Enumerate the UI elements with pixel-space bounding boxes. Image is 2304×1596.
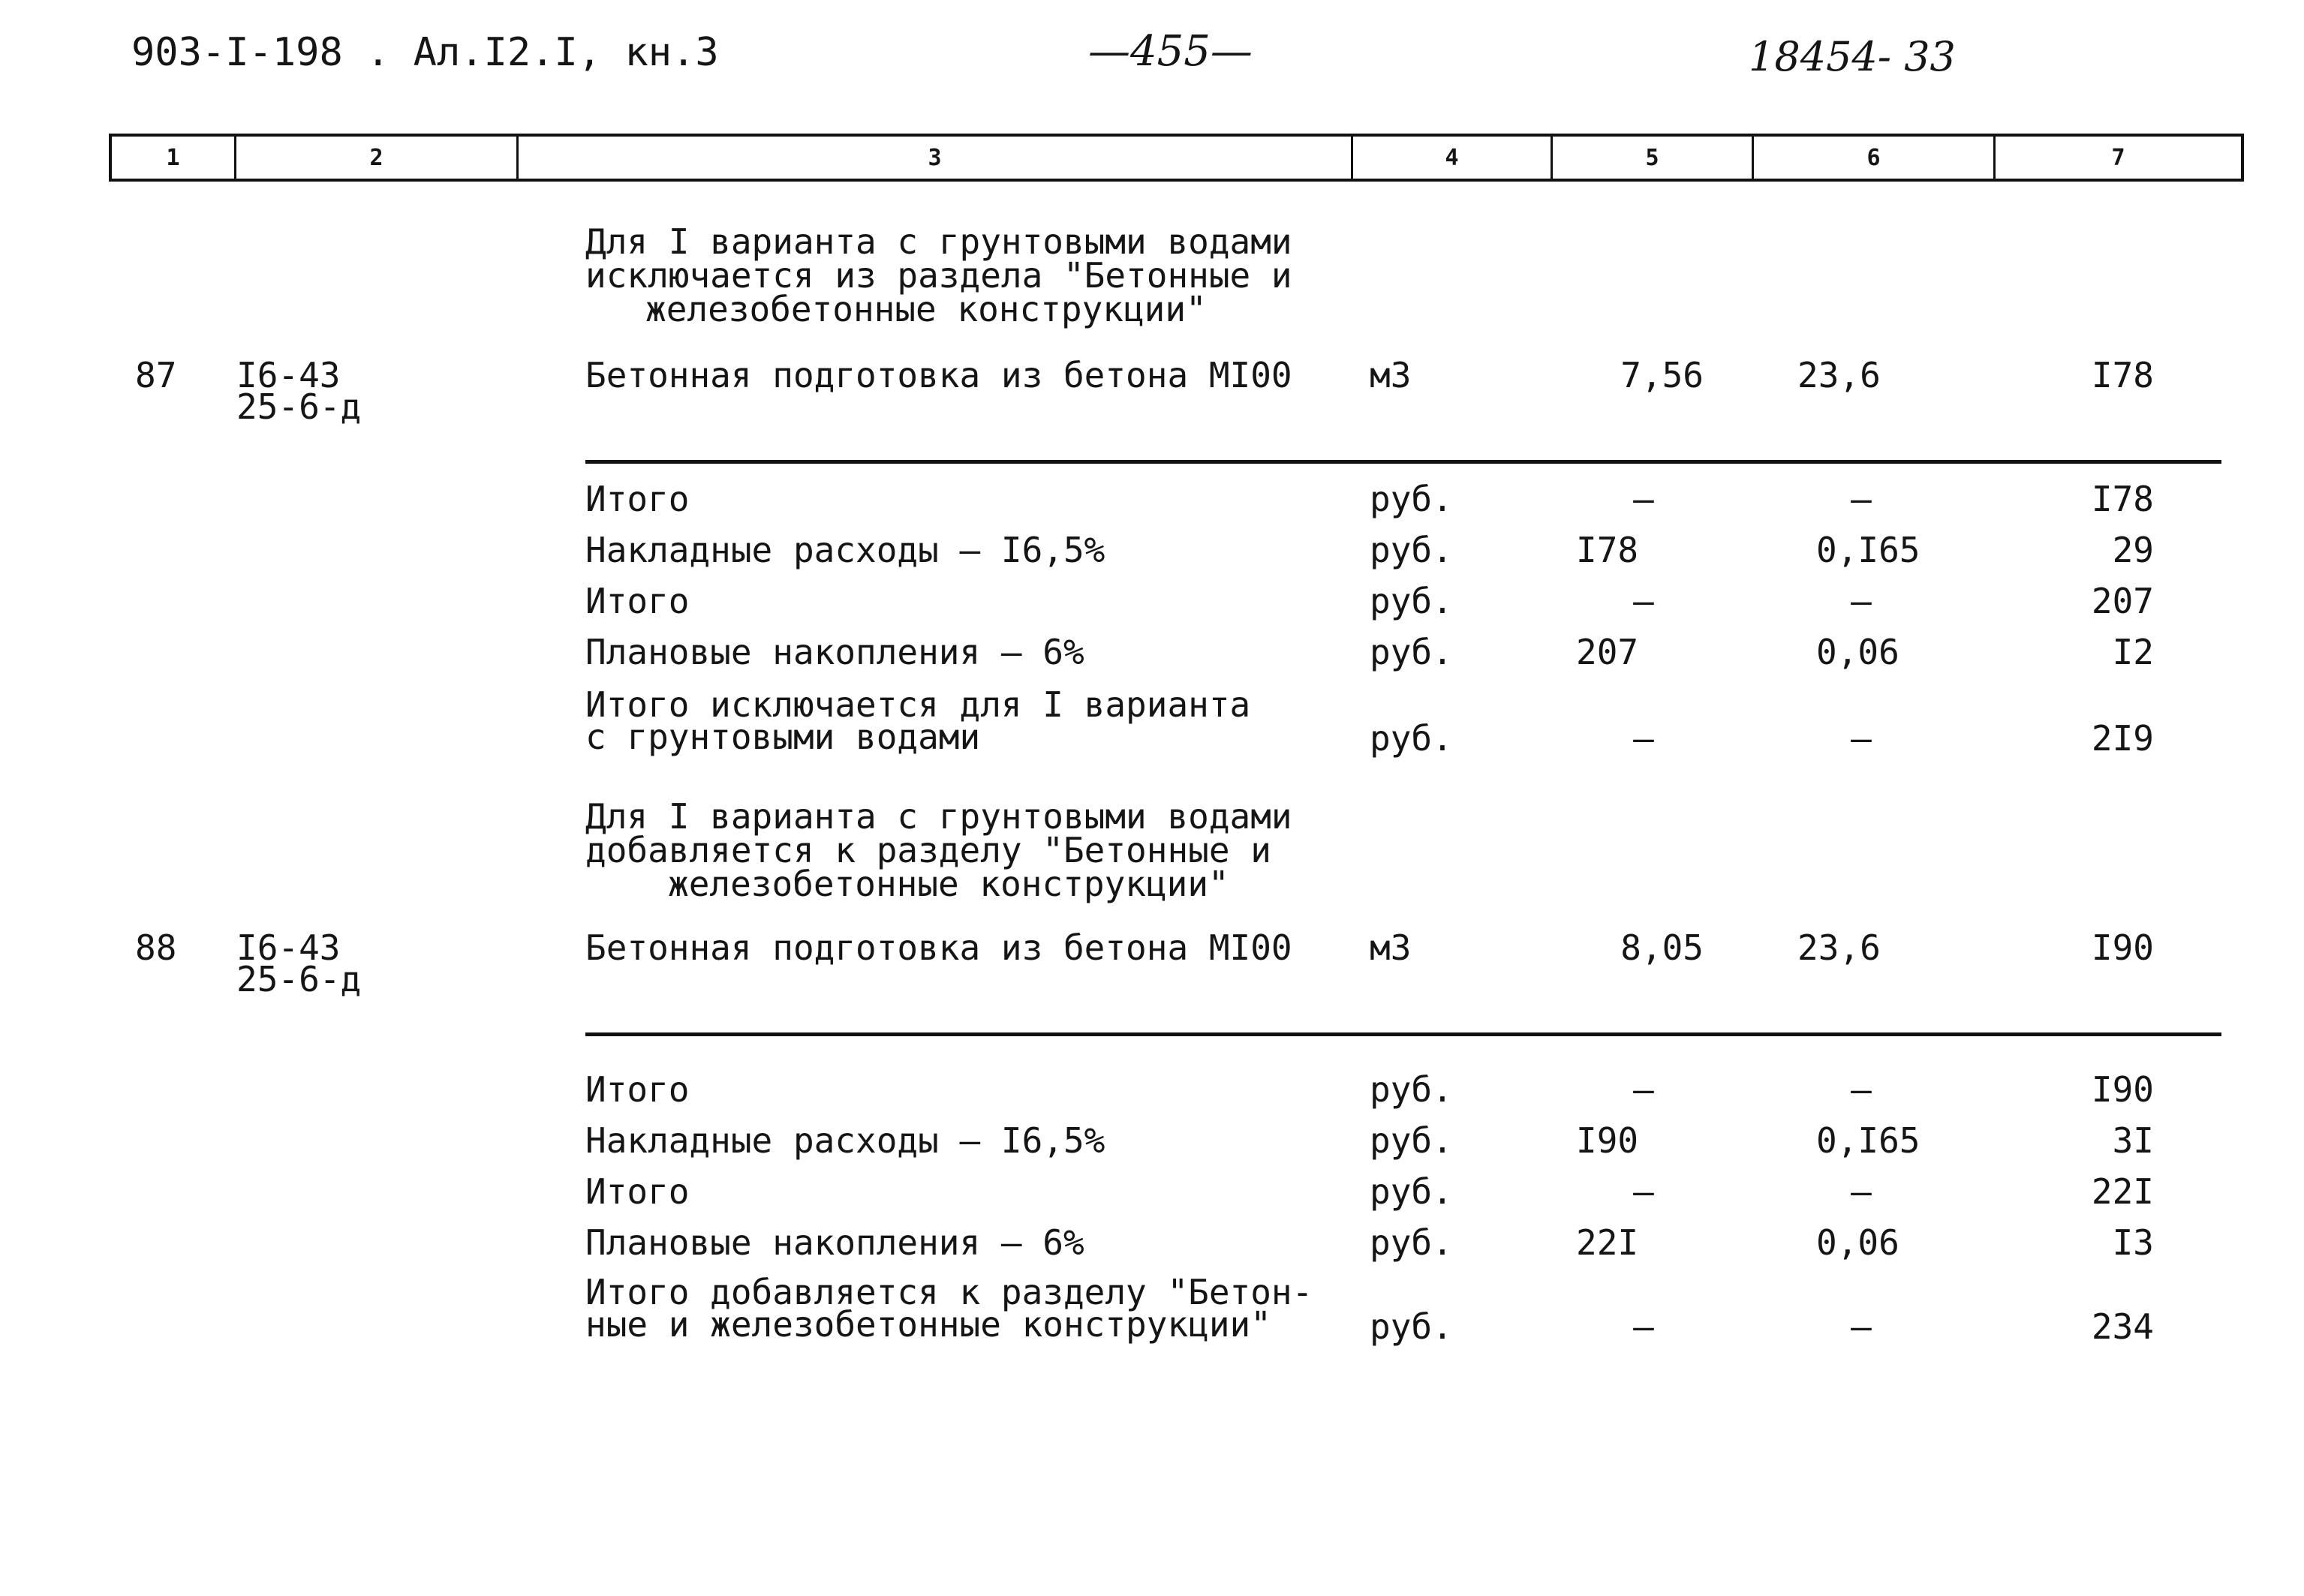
row-label: Накладные расходы – I6,5% bbox=[585, 530, 1105, 570]
unit: руб. bbox=[1370, 1069, 1453, 1110]
section-title-line: добавляется к разделу "Бетонные и bbox=[585, 830, 1271, 870]
value-col6: 0,06 bbox=[1816, 1222, 1899, 1263]
item-name: Бетонная подготовка из бетона МI00 bbox=[585, 927, 1292, 968]
value-col5: 22I bbox=[1576, 1222, 1639, 1263]
unit: руб. bbox=[1370, 479, 1453, 519]
unit: руб. bbox=[1370, 581, 1453, 621]
row-label: Итого bbox=[585, 581, 690, 621]
value-col7: I90 bbox=[2091, 1069, 2154, 1110]
value-col7: I3 bbox=[2112, 1222, 2154, 1263]
unit: руб. bbox=[1370, 1120, 1453, 1161]
value-col7: 2I9 bbox=[2091, 718, 2154, 759]
value-col6: – bbox=[1851, 718, 1872, 759]
value-col6: 0,I65 bbox=[1816, 1120, 1921, 1161]
rate-code: I6-43 bbox=[236, 355, 341, 395]
rate-code: 25-6-д bbox=[236, 959, 362, 999]
item-number: 87 bbox=[135, 355, 177, 395]
unit: руб. bbox=[1370, 718, 1453, 759]
item-number: 88 bbox=[135, 927, 177, 968]
column-number: 1 bbox=[112, 137, 236, 179]
value-col6: – bbox=[1851, 1306, 1872, 1347]
column-number: 7 bbox=[2111, 144, 2125, 171]
row-label: с грунтовыми водами bbox=[585, 717, 981, 757]
value-col5: – bbox=[1633, 581, 1654, 621]
value-col7: 207 bbox=[2091, 581, 2154, 621]
inventory-number: 18454- 33 bbox=[1749, 33, 1956, 80]
section-title-line: Для I варианта с грунтовыми водами bbox=[585, 796, 1292, 837]
row-label: ные и железобетонные конструкции" bbox=[585, 1304, 1271, 1345]
unit: руб. bbox=[1370, 530, 1453, 570]
value-col7: 234 bbox=[2091, 1306, 2154, 1347]
column-number: 6 bbox=[1754, 137, 1996, 179]
unit: м3 bbox=[1370, 355, 1412, 395]
value-col5: – bbox=[1633, 1069, 1654, 1110]
row-label: Итого исключается для I варианта bbox=[585, 684, 1251, 725]
value-col6: – bbox=[1851, 479, 1872, 519]
row-label: Итого bbox=[585, 1069, 690, 1110]
row-label: Накладные расходы – I6,5% bbox=[585, 1120, 1105, 1161]
row-label: Итого добавляется к разделу "Бетон- bbox=[585, 1272, 1313, 1312]
unit: м3 bbox=[1370, 927, 1412, 968]
page-number: —455— bbox=[1088, 27, 1253, 76]
row-label: Плановые накопления – 6% bbox=[585, 1222, 1084, 1263]
column-number: 4 bbox=[1353, 137, 1553, 179]
value-col6: 0,I65 bbox=[1816, 530, 1921, 570]
row-label: Итого bbox=[585, 479, 690, 519]
total: I78 bbox=[2091, 355, 2154, 395]
value-col5: I90 bbox=[1576, 1120, 1639, 1161]
document-code: 903-I-198 . Ал.I2.I, кн.3 bbox=[131, 30, 719, 75]
quantity: 7,56 bbox=[1620, 355, 1704, 395]
section-title-line: железобетонные конструкции" bbox=[668, 864, 1229, 904]
unit: руб. bbox=[1370, 1222, 1453, 1263]
divider bbox=[585, 460, 2221, 464]
total: I90 bbox=[2091, 927, 2154, 968]
unit: руб. bbox=[1370, 1306, 1453, 1347]
divider bbox=[585, 1032, 2221, 1036]
value-col5: 207 bbox=[1576, 632, 1639, 672]
row-label: Плановые накопления – 6% bbox=[585, 632, 1084, 672]
value-col5: – bbox=[1633, 1306, 1654, 1347]
section-title-line: железобетонные конструкции" bbox=[645, 289, 1207, 329]
column-header-row bbox=[109, 134, 2244, 182]
quantity: 8,05 bbox=[1620, 927, 1704, 968]
unit-price: 23,6 bbox=[1797, 355, 1881, 395]
value-col6: – bbox=[1851, 581, 1872, 621]
value-col5: – bbox=[1633, 718, 1654, 759]
unit: руб. bbox=[1370, 1171, 1453, 1212]
unit: руб. bbox=[1370, 632, 1453, 672]
column-number: 3 bbox=[519, 137, 1353, 179]
value-col6: 0,06 bbox=[1816, 632, 1899, 672]
item-name: Бетонная подготовка из бетона МI00 bbox=[585, 355, 1292, 395]
value-col6: – bbox=[1851, 1069, 1872, 1110]
section-title-line: Для I варианта с грунтовыми водами bbox=[585, 221, 1292, 262]
value-col7: 22I bbox=[2091, 1171, 2154, 1212]
column-number: 5 bbox=[1553, 137, 1754, 179]
rate-code: 25-6-д bbox=[236, 386, 362, 427]
value-col5: – bbox=[1633, 479, 1654, 519]
column-number: 2 bbox=[236, 137, 519, 179]
rate-code: I6-43 bbox=[236, 927, 341, 968]
section-title-line: исключается из раздела "Бетонные и bbox=[585, 255, 1292, 296]
value-col5: I78 bbox=[1576, 530, 1639, 570]
value-col7: 29 bbox=[2112, 530, 2154, 570]
value-col7: I2 bbox=[2112, 632, 2154, 672]
unit-price: 23,6 bbox=[1797, 927, 1881, 968]
value-col7: I78 bbox=[2091, 479, 2154, 519]
value-col6: – bbox=[1851, 1171, 1872, 1212]
value-col5: – bbox=[1633, 1171, 1654, 1212]
row-label: Итого bbox=[585, 1171, 690, 1212]
value-col7: 3I bbox=[2112, 1120, 2154, 1161]
